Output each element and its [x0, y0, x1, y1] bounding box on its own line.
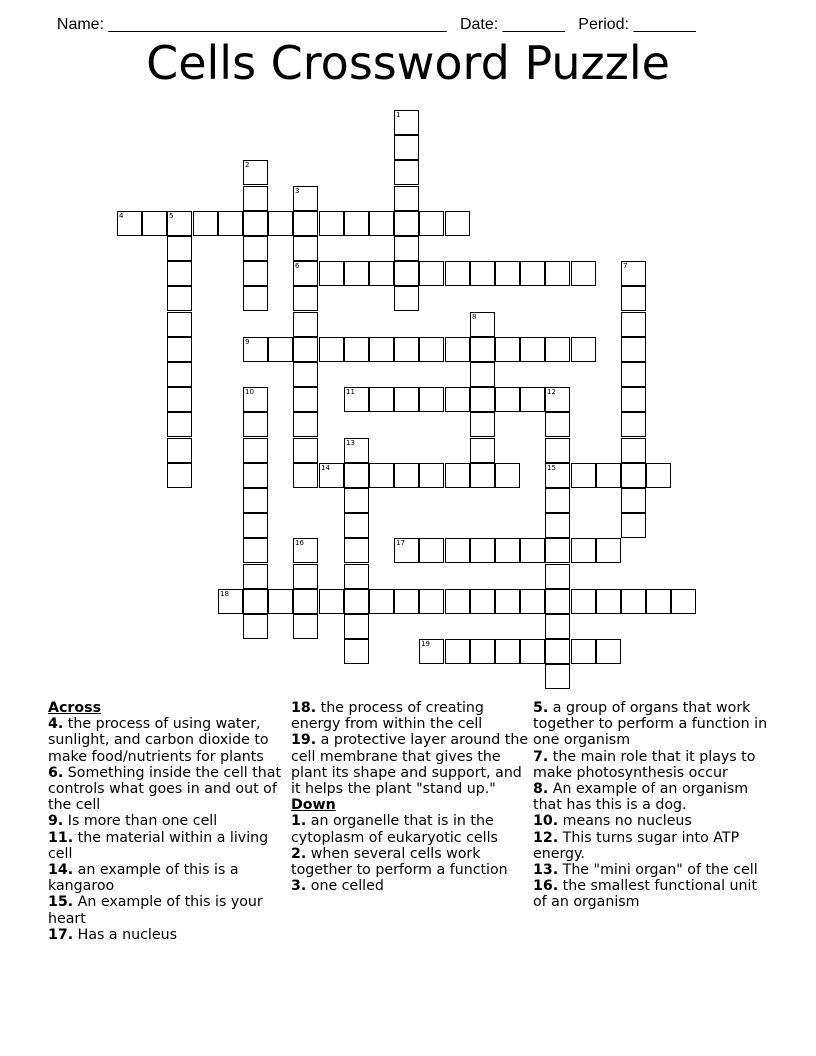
clue-number: 11 [346, 388, 355, 396]
clue-number-label: 6. [48, 764, 64, 781]
crossword-cell[interactable] [571, 639, 596, 664]
crossword-cell[interactable] [470, 337, 495, 362]
crossword-cell[interactable] [268, 589, 293, 614]
clue-number-label: 12. [533, 829, 559, 846]
crossword-cell[interactable] [243, 463, 268, 488]
clue-number: 9 [245, 338, 250, 346]
crossword-cell[interactable] [571, 337, 596, 362]
clues-column-2 [291, 700, 531, 894]
clue-number: 3 [295, 187, 300, 195]
crossword-cell[interactable] [646, 589, 671, 614]
crossword-cell[interactable] [470, 639, 495, 664]
crossword-cell[interactable] [596, 463, 621, 488]
clue-text: An example of this is your heart [48, 894, 263, 927]
clue-number-label: 9. [48, 813, 64, 830]
crossword-cell[interactable] [142, 211, 167, 236]
crossword-cell[interactable] [293, 463, 318, 488]
crossword-cell[interactable] [545, 463, 570, 488]
across-clue [48, 830, 288, 862]
crossword-cell[interactable] [344, 337, 369, 362]
crossword-cell[interactable] [167, 463, 192, 488]
clue-number: 14 [321, 464, 330, 472]
crossword-cell[interactable] [344, 639, 369, 664]
crossword-cell[interactable] [293, 186, 318, 211]
name-field[interactable]: ______________________________________ [108, 16, 447, 33]
crossword-cell[interactable] [470, 387, 495, 412]
down-clue [533, 862, 773, 878]
crossword-cell[interactable] [243, 211, 268, 236]
clue-number: 2 [245, 161, 250, 169]
crossword-cell[interactable] [545, 564, 570, 589]
crossword-cell[interactable] [470, 589, 495, 614]
clue-number: 18 [220, 590, 229, 598]
clue-text: Is more than one cell [63, 813, 218, 830]
crossword-cell[interactable] [394, 286, 419, 311]
clue-text: an organelle that is in the cytoplasm of eukaryotic cells [291, 813, 498, 846]
clue-number-label: 16. [533, 878, 559, 895]
clue-text: The "mini organ" of the cell [558, 862, 758, 879]
crossword-cell[interactable] [470, 438, 495, 463]
crossword-cell[interactable] [419, 211, 444, 236]
crossword-cell[interactable] [520, 639, 545, 664]
clue-text: means no nucleus [558, 813, 692, 830]
crossword-cell[interactable] [445, 337, 470, 362]
page-title: Cells Crossword Puzzle [146, 36, 670, 90]
crossword-cell[interactable] [470, 362, 495, 387]
crossword-cell[interactable] [167, 438, 192, 463]
clue-number-label: 7. [533, 748, 549, 765]
across-clue [48, 716, 288, 765]
down-clue [533, 700, 773, 749]
crossword-cell[interactable] [243, 513, 268, 538]
clue-number: 13 [346, 439, 355, 447]
crossword-cell[interactable] [293, 387, 318, 412]
crossword-cell[interactable] [243, 160, 268, 185]
crossword-cell[interactable] [344, 589, 369, 614]
crossword-cell[interactable] [545, 664, 570, 689]
down-clue [533, 830, 773, 862]
crossword-cell[interactable] [293, 438, 318, 463]
clue-text: the main role that it plays to make photosynthesis occur [533, 748, 756, 781]
clue-text: This turns sugar into ATP energy. [533, 829, 740, 862]
crossword-cell[interactable] [243, 337, 268, 362]
crossword-cell[interactable] [470, 261, 495, 286]
crossword-cell[interactable] [243, 488, 268, 513]
crossword-cell[interactable] [445, 589, 470, 614]
crossword-cell[interactable] [344, 211, 369, 236]
across-heading: Across [48, 700, 102, 716]
clue-number: 12 [547, 388, 556, 396]
crossword-cell[interactable] [344, 387, 369, 412]
crossword-cell[interactable] [520, 261, 545, 286]
down-clue [533, 813, 773, 829]
crossword-cell[interactable] [369, 387, 394, 412]
crossword-cell[interactable] [344, 261, 369, 286]
date-label: Date: [459, 16, 499, 33]
crossword-cell[interactable] [545, 488, 570, 513]
crossword-cell[interactable] [293, 614, 318, 639]
crossword-cell[interactable] [319, 589, 344, 614]
crossword-cell[interactable] [167, 387, 192, 412]
crossword-cell[interactable] [520, 589, 545, 614]
crossword-cell[interactable] [344, 614, 369, 639]
crossword-cell[interactable] [319, 261, 344, 286]
crossword-cell[interactable] [545, 337, 570, 362]
crossword-cell[interactable] [621, 438, 646, 463]
clue-text: an example of this is a kangaroo [48, 862, 239, 895]
clue-number-label: 3. [291, 878, 307, 895]
crossword-cell[interactable] [545, 387, 570, 412]
crossword-cell[interactable] [394, 110, 419, 135]
crossword-cell[interactable] [218, 211, 243, 236]
down-clue [291, 878, 531, 894]
clue-text: a protective layer around the cell membrane that gives the plant its shape and support, and it helps the plant "stand up." [291, 732, 529, 798]
crossword-cell[interactable] [293, 211, 318, 236]
crossword-cell[interactable] [167, 362, 192, 387]
crossword-cell[interactable] [394, 538, 419, 563]
crossword-cell[interactable] [167, 412, 192, 437]
crossword-cell[interactable] [445, 538, 470, 563]
crossword-cell[interactable] [621, 337, 646, 362]
crossword-cell[interactable] [419, 337, 444, 362]
down-clue [291, 813, 531, 845]
crossword-cell[interactable] [545, 589, 570, 614]
crossword-cell[interactable] [319, 337, 344, 362]
clue-text: An example of an organism that has this is a dog. [533, 781, 749, 814]
clue-number-label: 13. [533, 862, 559, 879]
across-clue [48, 927, 288, 943]
clue-text: Something inside the cell that controls what goes in and out of the cell [48, 764, 282, 814]
crossword-cell[interactable] [495, 589, 520, 614]
crossword-cell[interactable] [495, 337, 520, 362]
crossword-cell[interactable] [495, 387, 520, 412]
date-field[interactable]: _______ [502, 16, 565, 33]
crossword-cell[interactable] [445, 639, 470, 664]
across-clue [48, 862, 288, 894]
crossword-cell[interactable] [293, 538, 318, 563]
crossword-cell[interactable] [445, 261, 470, 286]
clue-number: 8 [472, 313, 477, 321]
clue-text: a group of organs that work together to perform a function in one organism [533, 700, 768, 749]
crossword-cell[interactable] [344, 438, 369, 463]
crossword-cell[interactable] [495, 261, 520, 286]
clue-text: the process of creating energy from within the cell [291, 700, 484, 733]
crossword-cell[interactable] [545, 412, 570, 437]
crossword-cell[interactable] [167, 312, 192, 337]
crossword-cell[interactable] [268, 211, 293, 236]
crossword-cell[interactable] [596, 589, 621, 614]
crossword-cell[interactable] [344, 513, 369, 538]
crossword-cell[interactable] [243, 412, 268, 437]
crossword-cell[interactable] [419, 589, 444, 614]
crossword-cell[interactable] [319, 463, 344, 488]
clue-number-label: 10. [533, 813, 559, 830]
crossword-cell[interactable] [293, 412, 318, 437]
clue-number-label: 14. [48, 862, 74, 879]
crossword-cell[interactable] [344, 488, 369, 513]
crossword-cell[interactable] [167, 236, 192, 261]
crossword-cell[interactable] [394, 261, 419, 286]
clue-number: 4 [119, 212, 124, 220]
across-clue [291, 732, 531, 797]
crossword-cell[interactable] [470, 312, 495, 337]
crossword-cell[interactable] [394, 236, 419, 261]
crossword-cell[interactable] [621, 463, 646, 488]
crossword-cell[interactable] [621, 362, 646, 387]
crossword-cell[interactable] [293, 564, 318, 589]
clue-text: Has a nucleus [73, 926, 177, 943]
crossword-cell[interactable] [243, 614, 268, 639]
crossword-cell[interactable] [545, 639, 570, 664]
clue-number: 15 [547, 464, 556, 472]
crossword-cell[interactable] [545, 614, 570, 639]
crossword-cell[interactable] [243, 286, 268, 311]
clue-number-label: 18. [291, 700, 317, 716]
crossword-cell[interactable] [167, 211, 192, 236]
crossword-cell[interactable] [419, 261, 444, 286]
crossword-cell[interactable] [293, 337, 318, 362]
clue-number: 7 [623, 262, 628, 270]
clue-number: 6 [295, 262, 300, 270]
crossword-cell[interactable] [293, 236, 318, 261]
crossword-cell[interactable] [293, 261, 318, 286]
clue-text: the smallest functional unit of an organism [533, 878, 758, 911]
crossword-cell[interactable] [495, 538, 520, 563]
down-clue [533, 749, 773, 781]
crossword-cell[interactable] [545, 261, 570, 286]
down-clue [533, 878, 773, 910]
crossword-cell[interactable] [419, 463, 444, 488]
crossword-cell[interactable] [571, 589, 596, 614]
across-clue [48, 765, 288, 814]
down-clue [533, 781, 773, 813]
crossword-cell[interactable] [394, 337, 419, 362]
clue-number-label: 15. [48, 894, 74, 911]
crossword-cell[interactable] [243, 261, 268, 286]
crossword-cell[interactable] [621, 261, 646, 286]
crossword-cell[interactable] [293, 362, 318, 387]
crossword-cell[interactable] [293, 589, 318, 614]
crossword-cell[interactable] [571, 463, 596, 488]
crossword-cell[interactable] [419, 639, 444, 664]
crossword-cell[interactable] [117, 211, 142, 236]
crossword-cell[interactable] [394, 463, 419, 488]
clue-number: 19 [421, 640, 430, 648]
crossword-cell[interactable] [545, 538, 570, 563]
crossword-cell[interactable] [495, 463, 520, 488]
crossword-cell[interactable] [545, 438, 570, 463]
across-clue [291, 700, 531, 732]
crossword-cell[interactable] [243, 589, 268, 614]
crossword-cell[interactable] [167, 261, 192, 286]
clue-number-label: 19. [291, 732, 317, 749]
clues-column-3 [533, 700, 773, 911]
crossword-cell[interactable] [445, 211, 470, 236]
crossword-cell[interactable] [445, 387, 470, 412]
crossword-cell[interactable] [621, 312, 646, 337]
crossword-cell[interactable] [369, 589, 394, 614]
crossword-cell[interactable] [394, 160, 419, 185]
crossword-cell[interactable] [419, 387, 444, 412]
down-heading: Down [291, 797, 336, 814]
crossword-cell[interactable] [394, 387, 419, 412]
across-clue [48, 813, 288, 829]
clue-number-label: 8. [533, 781, 549, 798]
crossword-cell[interactable] [621, 387, 646, 412]
crossword-cell[interactable] [319, 211, 344, 236]
clue-text: one celled [306, 878, 384, 895]
crossword-cell[interactable] [445, 463, 470, 488]
crossword-cell[interactable] [596, 639, 621, 664]
clue-number: 5 [169, 212, 174, 220]
crossword-cell[interactable] [394, 186, 419, 211]
clue-number-label: 1. [291, 813, 307, 830]
crossword-cell[interactable] [243, 538, 268, 563]
crossword-cell[interactable] [419, 538, 444, 563]
crossword-cell[interactable] [495, 639, 520, 664]
crossword-cell[interactable] [243, 236, 268, 261]
crossword-cell[interactable] [596, 538, 621, 563]
clue-number-label: 5. [533, 700, 549, 716]
crossword-cell[interactable] [646, 463, 671, 488]
clue-text: when several cells work together to perform a function [291, 845, 508, 879]
crossword-cell[interactable] [243, 387, 268, 412]
clue-number-label: 17. [48, 926, 74, 943]
crossword-cell[interactable] [470, 463, 495, 488]
clue-number-label: 2. [291, 845, 307, 862]
crossword-cell[interactable] [621, 412, 646, 437]
across-clue [48, 894, 288, 926]
name-label: Name: [56, 16, 105, 33]
clues-column-1 [48, 700, 288, 943]
crossword-cell[interactable] [520, 337, 545, 362]
crossword-cell[interactable] [243, 564, 268, 589]
crossword-cell[interactable] [167, 337, 192, 362]
crossword-cell[interactable] [369, 261, 394, 286]
clue-number: 17 [396, 539, 405, 547]
crossword-cell[interactable] [621, 513, 646, 538]
crossword-cell[interactable] [671, 589, 696, 614]
crossword-cell[interactable] [470, 412, 495, 437]
crossword-cell[interactable] [394, 135, 419, 160]
crossword-cell[interactable] [218, 589, 243, 614]
crossword-cell[interactable] [344, 538, 369, 563]
crossword-cell[interactable] [268, 337, 293, 362]
crossword-cell[interactable] [394, 589, 419, 614]
crossword-cell[interactable] [470, 538, 495, 563]
period-label: Period: [578, 16, 629, 33]
crossword-cell[interactable] [571, 538, 596, 563]
crossword-cell[interactable] [293, 286, 318, 311]
clue-number: 16 [295, 539, 304, 547]
crossword-cell[interactable] [293, 312, 318, 337]
crossword-cell[interactable] [571, 261, 596, 286]
crossword-cell[interactable] [243, 186, 268, 211]
crossword-cell[interactable] [369, 337, 394, 362]
clue-text: the process of using water, sunlight, and carbon dioxide to make food/nutrients for plants [48, 716, 269, 765]
clue-number: 10 [245, 388, 254, 396]
crossword-cell[interactable] [621, 488, 646, 513]
crossword-cell[interactable] [621, 589, 646, 614]
crossword-cell[interactable] [193, 211, 218, 236]
crossword-cell[interactable] [520, 387, 545, 412]
period-field[interactable]: _______ [633, 16, 696, 33]
crossword-cell[interactable] [243, 438, 268, 463]
clue-text: the material within a living cell [48, 829, 269, 862]
clue-number-label: 11. [48, 829, 74, 846]
down-clue [291, 846, 531, 878]
clue-number-label: 4. [48, 716, 64, 733]
crossword-cell[interactable] [369, 211, 394, 236]
crossword-cell[interactable] [394, 211, 419, 236]
crossword-cell[interactable] [520, 538, 545, 563]
crossword-cell[interactable] [545, 513, 570, 538]
crossword-cell[interactable] [344, 463, 369, 488]
crossword-cell[interactable] [621, 286, 646, 311]
crossword-cell[interactable] [369, 463, 394, 488]
clue-number: 1 [396, 111, 401, 119]
crossword-cell[interactable] [344, 564, 369, 589]
crossword-cell[interactable] [167, 286, 192, 311]
